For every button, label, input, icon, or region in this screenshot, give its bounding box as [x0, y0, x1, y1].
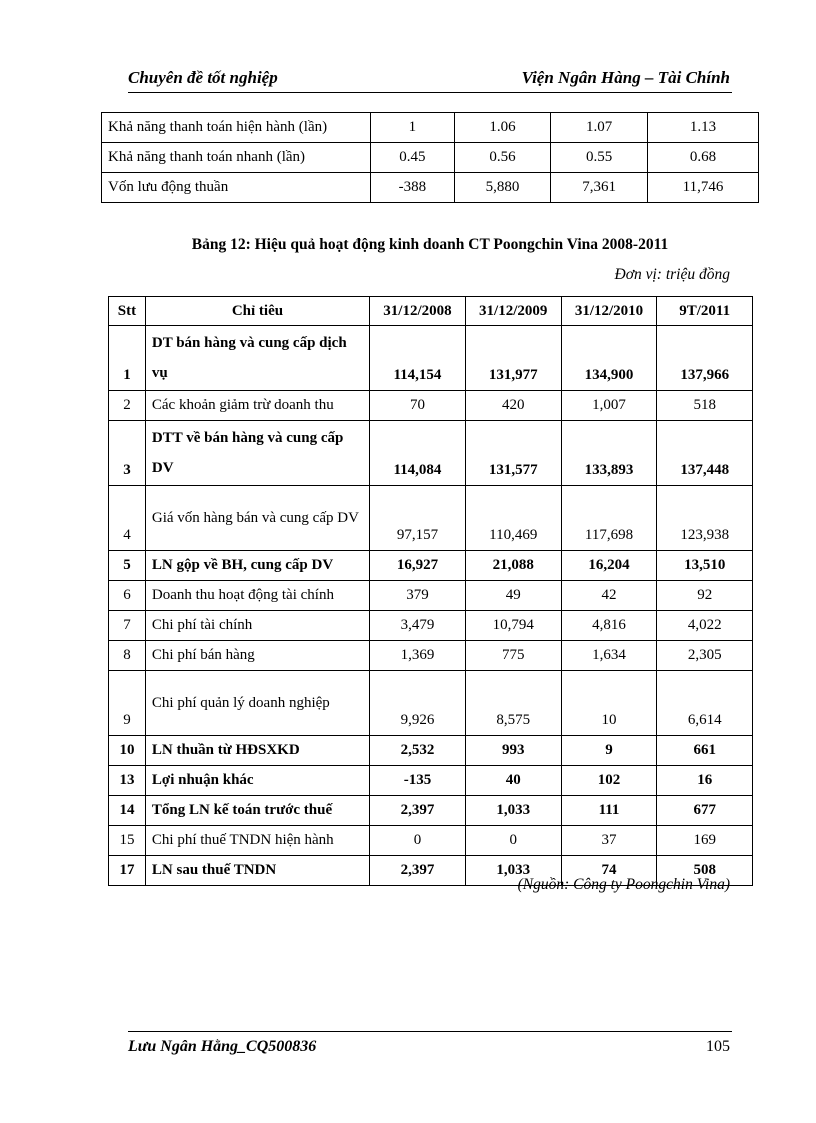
table-row [109, 641, 753, 671]
row-number: 6 [109, 581, 146, 611]
table-row [109, 581, 753, 611]
cell-value: 137,966 [657, 326, 753, 391]
cell-value: 133,893 [561, 421, 657, 486]
cell-value: 114,084 [370, 421, 466, 486]
cell-value: -388 [371, 173, 455, 203]
table-row [109, 736, 753, 766]
cell-value: 1.06 [454, 113, 551, 143]
cell-value: 102 [561, 766, 657, 796]
row-number: 7 [109, 611, 146, 641]
page-footer [128, 1031, 732, 1060]
table-row [102, 143, 759, 173]
page-header [128, 66, 732, 93]
cell-value: 8,575 [465, 671, 561, 736]
cell-value: 110,469 [465, 486, 561, 551]
row-label: LN thuần từ HĐSXKD [145, 736, 369, 766]
row-number: 2 [109, 391, 146, 421]
column-header: 31/12/2009 [465, 297, 561, 326]
table-row [109, 826, 753, 856]
table-row [109, 766, 753, 796]
cell-value: 0.68 [647, 143, 758, 173]
row-label: DT bán hàng và cung cấp dịch vụ [145, 326, 369, 391]
row-label: Chi phí tài chính [145, 611, 369, 641]
cell-value: 2,397 [370, 856, 466, 886]
cell-value: 123,938 [657, 486, 753, 551]
cell-value: 0 [465, 826, 561, 856]
column-header: Chỉ tiêu [145, 297, 369, 326]
column-header: Stt [109, 297, 146, 326]
cell-value: 5,880 [454, 173, 551, 203]
cell-value: 518 [657, 391, 753, 421]
row-label: Khả năng thanh toán nhanh (lần) [102, 143, 371, 173]
table-row [109, 326, 753, 391]
cell-value: 9,926 [370, 671, 466, 736]
cell-value: 420 [465, 391, 561, 421]
row-number: 15 [109, 826, 146, 856]
cell-value: 169 [657, 826, 753, 856]
row-number: 13 [109, 766, 146, 796]
table-row [102, 173, 759, 203]
cell-value: 4,022 [657, 611, 753, 641]
row-number: 4 [109, 486, 146, 551]
cell-value: 7,361 [551, 173, 648, 203]
table-row [109, 611, 753, 641]
cell-value: 775 [465, 641, 561, 671]
cell-value: 1,033 [465, 856, 561, 886]
row-label: DTT về bán hàng và cung cấp DV [145, 421, 369, 486]
row-label: Giá vốn hàng bán và cung cấp DV [145, 486, 369, 551]
cell-value: 3,479 [370, 611, 466, 641]
cell-value: 0 [370, 826, 466, 856]
column-header: 9T/2011 [657, 297, 753, 326]
cell-value: 0.56 [454, 143, 551, 173]
cell-value: 70 [370, 391, 466, 421]
footer-author: Lưu Ngân Hằng_CQ500836 [128, 1038, 317, 1055]
table-row [109, 671, 753, 736]
cell-value: 508 [657, 856, 753, 886]
row-label: LN sau thuế TNDN [145, 856, 369, 886]
cell-value: 10,794 [465, 611, 561, 641]
cell-value: 111 [561, 796, 657, 826]
page-number: 105 [706, 1038, 730, 1055]
row-number: 1 [109, 326, 146, 391]
cell-value: 92 [657, 581, 753, 611]
cell-value: 137,448 [657, 421, 753, 486]
row-label: Chi phí thuế TNDN hiện hành [145, 826, 369, 856]
cell-value: 134,900 [561, 326, 657, 391]
cell-value: 1,007 [561, 391, 657, 421]
row-number: 5 [109, 551, 146, 581]
row-label: LN gộp về BH, cung cấp DV [145, 551, 369, 581]
cell-value: 661 [657, 736, 753, 766]
cell-value: 1 [371, 113, 455, 143]
cell-value: 97,157 [370, 486, 466, 551]
cell-value: 1.07 [551, 113, 648, 143]
row-number: 8 [109, 641, 146, 671]
cell-value: 1,634 [561, 641, 657, 671]
cell-value: 117,698 [561, 486, 657, 551]
cell-value: 0.45 [371, 143, 455, 173]
cell-value: 16,204 [561, 551, 657, 581]
table-row [109, 486, 753, 551]
cell-value: 40 [465, 766, 561, 796]
cell-value: 379 [370, 581, 466, 611]
table-row [109, 421, 753, 486]
cell-value: -135 [370, 766, 466, 796]
source-note: (Nguồn: Công ty Poongchin Vina) [517, 876, 730, 893]
header-institute: Viện Ngân Hàng – Tài Chính [521, 68, 730, 87]
cell-value: 131,577 [465, 421, 561, 486]
cell-value: 0.55 [551, 143, 648, 173]
row-label: Chi phí bán hàng [145, 641, 369, 671]
table-row [109, 551, 753, 581]
row-label: Vốn lưu động thuần [102, 173, 371, 203]
row-label: Doanh thu hoạt động tài chính [145, 581, 369, 611]
cell-value: 2,397 [370, 796, 466, 826]
liquidity-table [101, 112, 759, 203]
cell-value: 1.13 [647, 113, 758, 143]
cell-value: 74 [561, 856, 657, 886]
row-label: Chi phí quản lý doanh nghiệp [145, 671, 369, 736]
unit-note: Đơn vị: triệu đồng [614, 266, 730, 283]
cell-value: 1,033 [465, 796, 561, 826]
cell-value: 42 [561, 581, 657, 611]
cell-value: 16,927 [370, 551, 466, 581]
table-header-row [109, 297, 753, 326]
row-number: 3 [109, 421, 146, 486]
business-results-table [108, 296, 753, 886]
cell-value: 49 [465, 581, 561, 611]
row-number: 9 [109, 671, 146, 736]
row-number: 10 [109, 736, 146, 766]
cell-value: 677 [657, 796, 753, 826]
column-header: 31/12/2008 [370, 297, 466, 326]
cell-value: 2,532 [370, 736, 466, 766]
column-header: 31/12/2010 [561, 297, 657, 326]
row-number: 14 [109, 796, 146, 826]
table-caption: Bảng 12: Hiệu quả hoạt động kinh doanh CT Poongchin Vina 2008-2011 [191, 236, 669, 253]
cell-value: 21,088 [465, 551, 561, 581]
cell-value: 1,369 [370, 641, 466, 671]
header-title: Chuyên đề tốt nghiệp [128, 68, 278, 87]
cell-value: 4,816 [561, 611, 657, 641]
cell-value: 37 [561, 826, 657, 856]
row-label: Lợi nhuận khác [145, 766, 369, 796]
cell-value: 10 [561, 671, 657, 736]
cell-value: 6,614 [657, 671, 753, 736]
cell-value: 2,305 [657, 641, 753, 671]
table-row [109, 796, 753, 826]
table-row [109, 391, 753, 421]
cell-value: 13,510 [657, 551, 753, 581]
row-label: Tổng LN kế toán trước thuế [145, 796, 369, 826]
cell-value: 993 [465, 736, 561, 766]
row-number: 17 [109, 856, 146, 886]
cell-value: 16 [657, 766, 753, 796]
cell-value: 11,746 [647, 173, 758, 203]
row-label: Các khoản giảm trừ doanh thu [145, 391, 369, 421]
cell-value: 114,154 [370, 326, 466, 391]
table-row [102, 113, 759, 143]
row-label: Khả năng thanh toán hiện hành (lần) [102, 113, 371, 143]
cell-value: 9 [561, 736, 657, 766]
cell-value: 131,977 [465, 326, 561, 391]
